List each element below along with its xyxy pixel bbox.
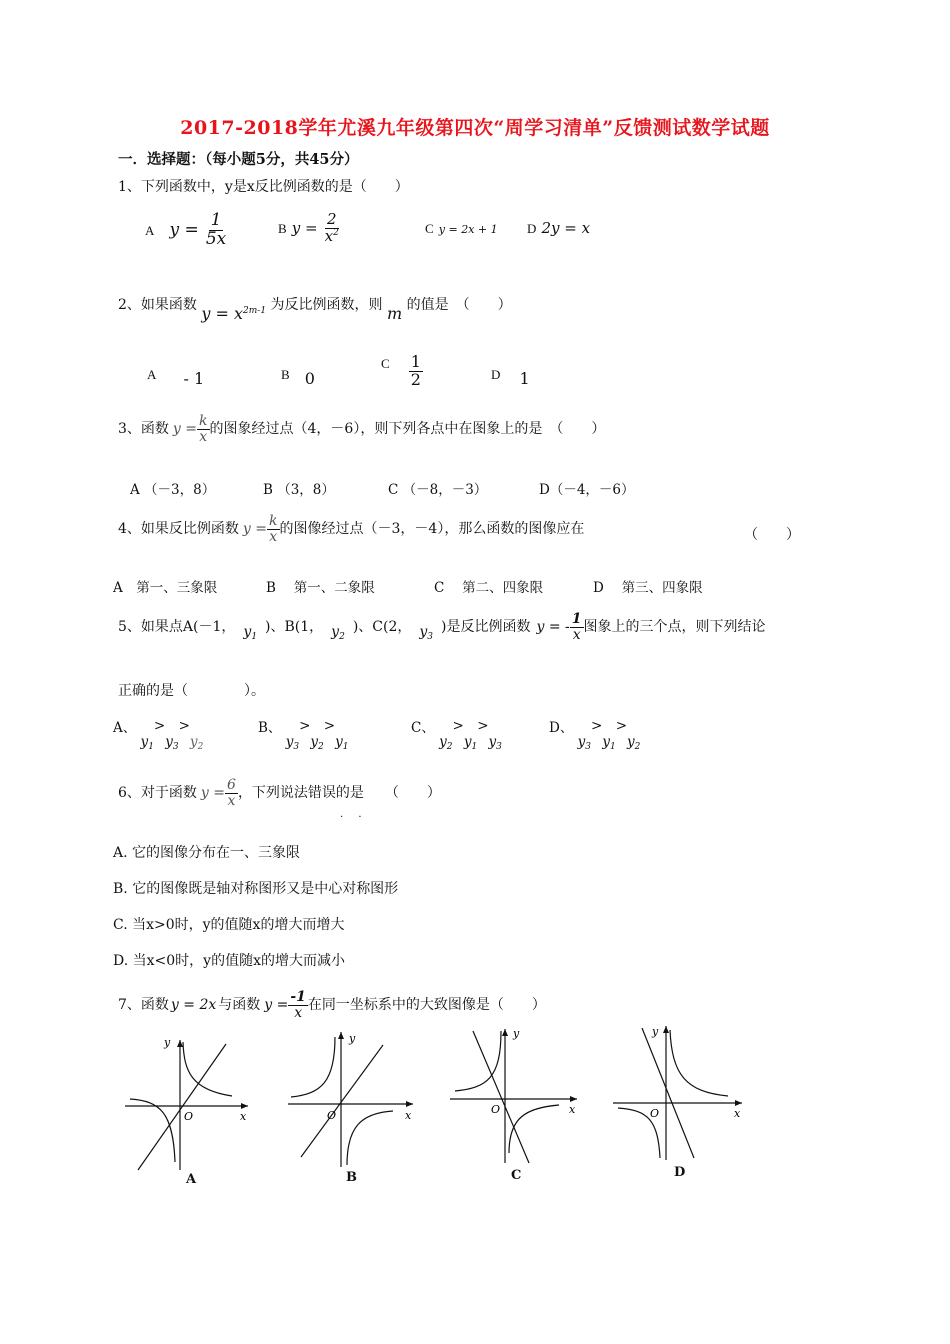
x-axis-arrow <box>570 1096 577 1102</box>
gt-sign: > <box>299 718 311 734</box>
q5-option-c[interactable] <box>411 716 502 752</box>
q4-text-post: 的图像经过点（－3，－4），那么函数的图像应在 <box>279 521 585 538</box>
q2-variable: m <box>386 304 403 323</box>
hyperbola-branch-1 <box>291 1037 335 1097</box>
q4-option-a[interactable]: A 第一、三象限 <box>113 580 218 596</box>
hyperbola-branch-2 <box>130 1099 175 1162</box>
line-graph <box>138 1044 226 1170</box>
fraction-denominator: 5x <box>205 228 227 249</box>
q2-option-c-fraction <box>409 354 423 389</box>
fraction-numerator: 1 <box>410 352 421 371</box>
q2-option-d[interactable] <box>491 364 530 388</box>
q5-option-a-order-3: $y_2$ <box>189 734 204 752</box>
y-axis-arrow <box>502 1029 508 1036</box>
q6-lhs: y = <box>200 785 226 802</box>
graph-b[interactable] <box>283 1027 423 1172</box>
x-axis-label: x <box>734 1107 741 1120</box>
q6-text-post: ，下列说法错误的是 （ ） <box>237 785 441 802</box>
q5-y1: $y_1$ <box>243 624 258 643</box>
q5-option-b[interactable] <box>258 716 349 752</box>
x-axis-label: x <box>405 1109 412 1122</box>
gt-sign: > <box>323 718 336 734</box>
q5-fraction <box>570 612 584 642</box>
q5-text-mid1: )、B(1， <box>265 619 324 636</box>
q2-option-d-value: 1 <box>519 369 530 388</box>
x-axis-label: x <box>240 1110 247 1123</box>
line-graph <box>473 1031 529 1163</box>
graph-a-label: A <box>186 1172 197 1187</box>
graph-b-label: B <box>346 1170 357 1185</box>
q4-option-d[interactable]: D 第三、四象限 <box>593 580 703 596</box>
q2-option-b-value: 0 <box>304 369 315 388</box>
fraction-numerator: 1 <box>210 210 222 230</box>
q3-fraction <box>197 414 209 444</box>
q5-option-a-order-2: $y_3$ <box>165 734 179 752</box>
q1-option-c-expr: y = 2x + 1 <box>438 223 498 236</box>
q5-text-post: 图象上的三个点，则下列结论 <box>583 619 766 636</box>
line-graph <box>301 1045 383 1157</box>
q1-option-b-lhs: y = <box>291 218 318 237</box>
q5-option-d-order-3: $y_2$ <box>627 734 641 752</box>
q5-option-c-order-2: $y_1$ <box>463 734 478 752</box>
q5-option-b-order-2: $y_2$ <box>310 734 324 752</box>
y-axis-label: y <box>652 1025 659 1038</box>
x-axis-arrow <box>406 1101 413 1107</box>
q5-text-mid2: )、C(2， <box>352 619 412 636</box>
q3-lhs: y = <box>172 421 198 438</box>
y-axis-label: y <box>164 1036 171 1049</box>
fraction-denominator: x <box>199 428 208 445</box>
section-header: 一．选择题：（每小题5分，共45分） <box>118 151 359 168</box>
question-7-stem <box>118 990 546 1020</box>
fraction-numerator: k <box>269 513 278 529</box>
q1-option-b-fraction <box>323 212 341 245</box>
q7-fraction <box>288 990 308 1020</box>
q2-text-pre: 2、如果函数 <box>118 297 197 313</box>
question-2-stem <box>118 294 512 323</box>
q4-text-pre: 4、如果反比例函数 <box>118 521 239 538</box>
line-graph <box>642 1028 694 1158</box>
q5-stem-line-2: 正确的是（ ）。 <box>118 683 265 699</box>
q5-option-b-order: $y_3$ <box>285 734 300 752</box>
y-axis-label: y <box>513 1027 520 1040</box>
q1-option-a-fraction <box>204 212 228 249</box>
q7-text-mid: 与函数 <box>218 997 261 1014</box>
q1-option-c-label: C <box>425 221 434 236</box>
q5-option-c-label: C、 <box>411 720 435 736</box>
q3-text-pre: 3、函数 <box>118 421 169 438</box>
x-axis-label: x <box>569 1103 576 1116</box>
q2-option-a-value: - 1 <box>183 369 205 388</box>
q6-emphasis-dots: · · <box>340 812 368 823</box>
q5-option-a-order: $y_1$ <box>140 734 154 752</box>
q1-option-a-label: A <box>145 222 155 238</box>
origin-label: O <box>327 1109 337 1122</box>
q1-option-d[interactable] <box>527 218 590 237</box>
q5-text-mid3: )是反比例函数 <box>441 619 531 636</box>
graph-d-label: D <box>674 1165 686 1180</box>
q7-function-1: y = 2x <box>170 997 217 1014</box>
question-3-stem <box>118 414 605 444</box>
q6-item-d[interactable]: D. 当x<0时，y的值随x的增大而减小 <box>113 953 345 969</box>
q6-item-c[interactable]: C. 当x>0时，y的值随x的增大而增大 <box>113 917 345 933</box>
fraction-denominator: x <box>227 792 236 809</box>
graph-c[interactable] <box>447 1023 587 1168</box>
q5-option-b-order-3: $y_1$ <box>335 734 349 752</box>
x-axis-arrow <box>735 1100 742 1106</box>
q5-text-pre: 5、如果点A(－1， <box>118 619 236 636</box>
q6-item-b[interactable]: B. 它的图像既是轴对称图形又是中心对称图形 <box>113 881 399 897</box>
y-axis-arrow <box>177 1040 183 1047</box>
q4-answer-paren: （ ） <box>744 527 800 543</box>
q3-option-c[interactable]: C （－8，－3） <box>388 482 488 498</box>
y-axis-label: y <box>349 1032 356 1045</box>
gt-sign: > <box>591 718 603 734</box>
x-axis-arrow <box>241 1103 248 1109</box>
page-title: 2017-2018学年尤溪九年级第四次“周学习清单”反馈测试数学试题 <box>180 117 770 139</box>
hyperbola-branch-1 <box>670 1030 728 1096</box>
gt-sign: > <box>615 718 627 734</box>
q5-option-c-order: $y_2$ <box>439 734 453 752</box>
q4-fraction <box>267 514 279 544</box>
hyperbola-branch-2 <box>509 1105 559 1153</box>
q1-option-a-lhs: y = <box>169 219 199 240</box>
fraction-denominator: x <box>294 1004 303 1021</box>
fraction-numerator: 1 <box>571 611 582 627</box>
q1-option-c[interactable] <box>425 218 498 237</box>
fraction-numerator: 6 <box>227 777 236 793</box>
q2-option-b[interactable] <box>281 364 315 388</box>
origin-label: O <box>650 1107 660 1120</box>
q2-option-a-label: A <box>147 367 157 382</box>
q4-option-b[interactable]: B 第一、二象限 <box>266 580 375 596</box>
q7-lhs: y = <box>264 997 289 1014</box>
q5-option-d[interactable] <box>549 716 641 752</box>
gt-sign: > <box>452 718 464 734</box>
q5-option-b-label: B、 <box>258 720 282 736</box>
q6-item-a[interactable]: A. 它的图像分布在一、三象限 <box>113 845 301 861</box>
q1-option-b-label: B <box>278 220 287 236</box>
q1-option-d-label: D <box>527 221 537 236</box>
q1-option-d-expr: 2y = x <box>541 219 591 237</box>
graph-d[interactable] <box>610 1020 750 1165</box>
q2-option-c[interactable] <box>381 354 423 389</box>
question-5-stem <box>118 612 766 642</box>
q5-lhs: y = - <box>536 619 570 636</box>
q5-option-c-order-3: $y_3$ <box>488 734 502 752</box>
hyperbola-branch-1 <box>183 1042 232 1096</box>
y-axis-arrow <box>338 1032 344 1039</box>
q2-option-c-label: C <box>381 355 390 371</box>
hyperbola-branch-2 <box>347 1111 393 1165</box>
origin-label: O <box>184 1110 194 1123</box>
q2-function-expr: $y = x^{2m-1}$ <box>201 304 267 323</box>
gt-sign: > <box>153 718 166 734</box>
q3-option-d[interactable]: D（－4，－6） <box>539 482 635 498</box>
q2-text-post: 的值是 （ ） <box>406 297 512 313</box>
q4-option-c[interactable]: C 第二、四象限 <box>434 580 544 596</box>
q3-text-post: 的图象经过点（4，－6），则下列各点中在图象上的是 （ ） <box>209 421 606 438</box>
q7-text-post: 在同一坐标系中的大致图像是（ ） <box>307 997 546 1014</box>
q5-option-d-order: $y_3$ <box>577 734 591 752</box>
q6-fraction <box>225 778 238 808</box>
q5-option-a[interactable] <box>113 716 204 752</box>
graph-a[interactable] <box>120 1032 260 1177</box>
q3-option-a[interactable]: A （－3，8） <box>130 482 216 498</box>
q5-y3: $y_3$ <box>419 624 434 643</box>
y-axis-arrow <box>663 1026 669 1033</box>
graph-c-label: C <box>511 1168 522 1183</box>
question-6-stem <box>118 778 441 808</box>
fraction-denominator: x <box>269 528 278 545</box>
q7-text-pre: 7、函数 <box>118 997 169 1014</box>
q6-text-pre: 6、对于函数 <box>118 785 197 802</box>
fraction-denominator: 2 <box>410 369 421 389</box>
question-4-stem <box>118 514 584 544</box>
fraction-numerator: k <box>199 413 208 429</box>
q2-option-b-label: B <box>281 367 290 382</box>
q1-option-a[interactable] <box>145 212 228 249</box>
q2-option-d-label: D <box>491 367 501 382</box>
fraction-numerator: 2 <box>327 210 337 228</box>
fraction-numerator: -1 <box>290 989 306 1005</box>
q1-option-b[interactable] <box>278 212 341 245</box>
gt-sign: > <box>477 718 489 734</box>
origin-label: O <box>491 1103 501 1116</box>
q2-option-a[interactable] <box>147 364 205 388</box>
gt-sign: > <box>178 718 190 734</box>
q4-lhs: y = <box>242 521 268 538</box>
fraction-denominator: x <box>572 626 581 643</box>
q5-option-d-label: D、 <box>549 720 574 736</box>
q2-text-mid: 为反比例函数，则 <box>270 297 383 313</box>
q5-option-d-order-2: $y_1$ <box>602 734 616 752</box>
q5-y2: $y_2$ <box>331 624 345 643</box>
fraction-denominator: $x^2$ <box>324 226 339 245</box>
question-1-stem: 1、下列函数中，y是x反比例函数的是（ ） <box>118 179 409 195</box>
q3-option-b[interactable]: B （3，8） <box>263 482 335 498</box>
q5-option-a-label: A、 <box>113 720 137 736</box>
